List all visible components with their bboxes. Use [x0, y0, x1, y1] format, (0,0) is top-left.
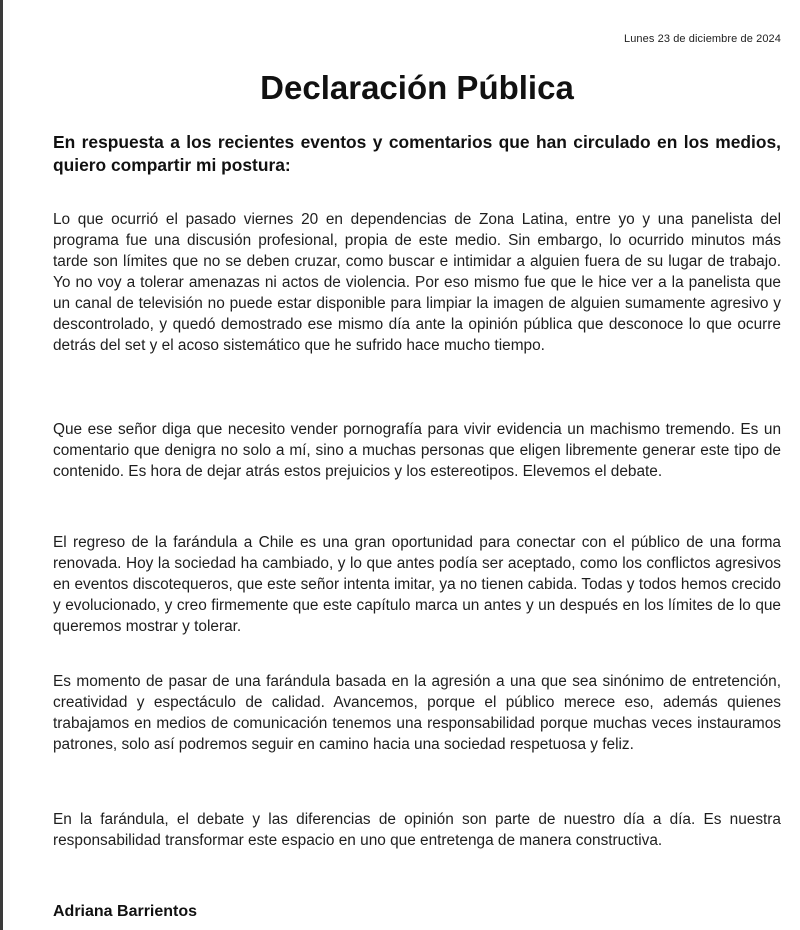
body-paragraph-4: Es momento de pasar de una farándula basada en la agresión a una que sea sinónimo de entretención, creatividad y espectáculo de calidad. Avancemos, porque el público merece eso, además quienes trabajamos en medios de comunicación tenemos una responsabilidad porque muchas veces instauramos patrones, solo así podremos seguir en camino hacia una sociedad respetuosa y feliz. — [53, 673, 781, 753]
window-left-border — [0, 0, 3, 930]
signature: Adriana Barrientos — [53, 903, 198, 920]
body-paragraph-3: El regreso de la farándula a Chile es una gran oportunidad para conectar con el público de una forma renovada. Hoy la sociedad ha cambiado, y lo que antes podía ser aceptado, como los conflictos agresivos en eventos discotequeros, que este señor intenta imitar, ya no tienen cabida. Todas y todos hemos crecido y evolucionado, y creo firmemente que este capítulo marca un antes y un después en los límites de lo que queremos mostrar y tolerar. — [53, 534, 781, 635]
body-paragraph-1: Lo que ocurrió el pasado viernes 20 en dependencias de Zona Latina, entre yo y una panelista del programa fue una discusión profesional, propia de este medio. Sin embargo, lo ocurrido minutos más tarde son límites que no se deben cruzar, como buscar e intimidar a alguien fuera de su lugar de trabajo. Yo no voy a tolerar amenazas ni actos de violencia. Por eso mismo fue que le hice ver a la panelista que un canal de televisión no puede estar disponible para limpiar la imagen de alguien sumamente agresivo y descontrolado, y quedó demostrado ese mismo día ante la opinión pública que desconoce lo que ocurre detrás del set y el acoso sistemático que he sufrido hace mucho tiempo. — [53, 211, 781, 354]
body-paragraph-5: En la farándula, el debate y las diferencias de opinión son parte de nuestro día a día. Es nuestra responsabilidad transformar este espacio en uno que entretenga de manera constructiva. — [53, 811, 781, 849]
document-date: Lunes 23 de diciembre de 2024 — [623, 33, 781, 45]
intro-paragraph: En respuesta a los recientes eventos y comentarios que han circulado en los medios, quiero compartir mi postura: — [53, 132, 781, 175]
document-title: Declaración Pública — [260, 69, 574, 106]
body-paragraph-2: Que ese señor diga que necesito vender pornografía para vivir evidencia un machismo tremendo. Es un comentario que denigra no solo a mí, sino a muchas personas que eligen libremente generar este tipo de contenido. Es hora de dejar atrás estos prejuicios y los estereotipos. Elevemos el debate. — [53, 421, 781, 480]
